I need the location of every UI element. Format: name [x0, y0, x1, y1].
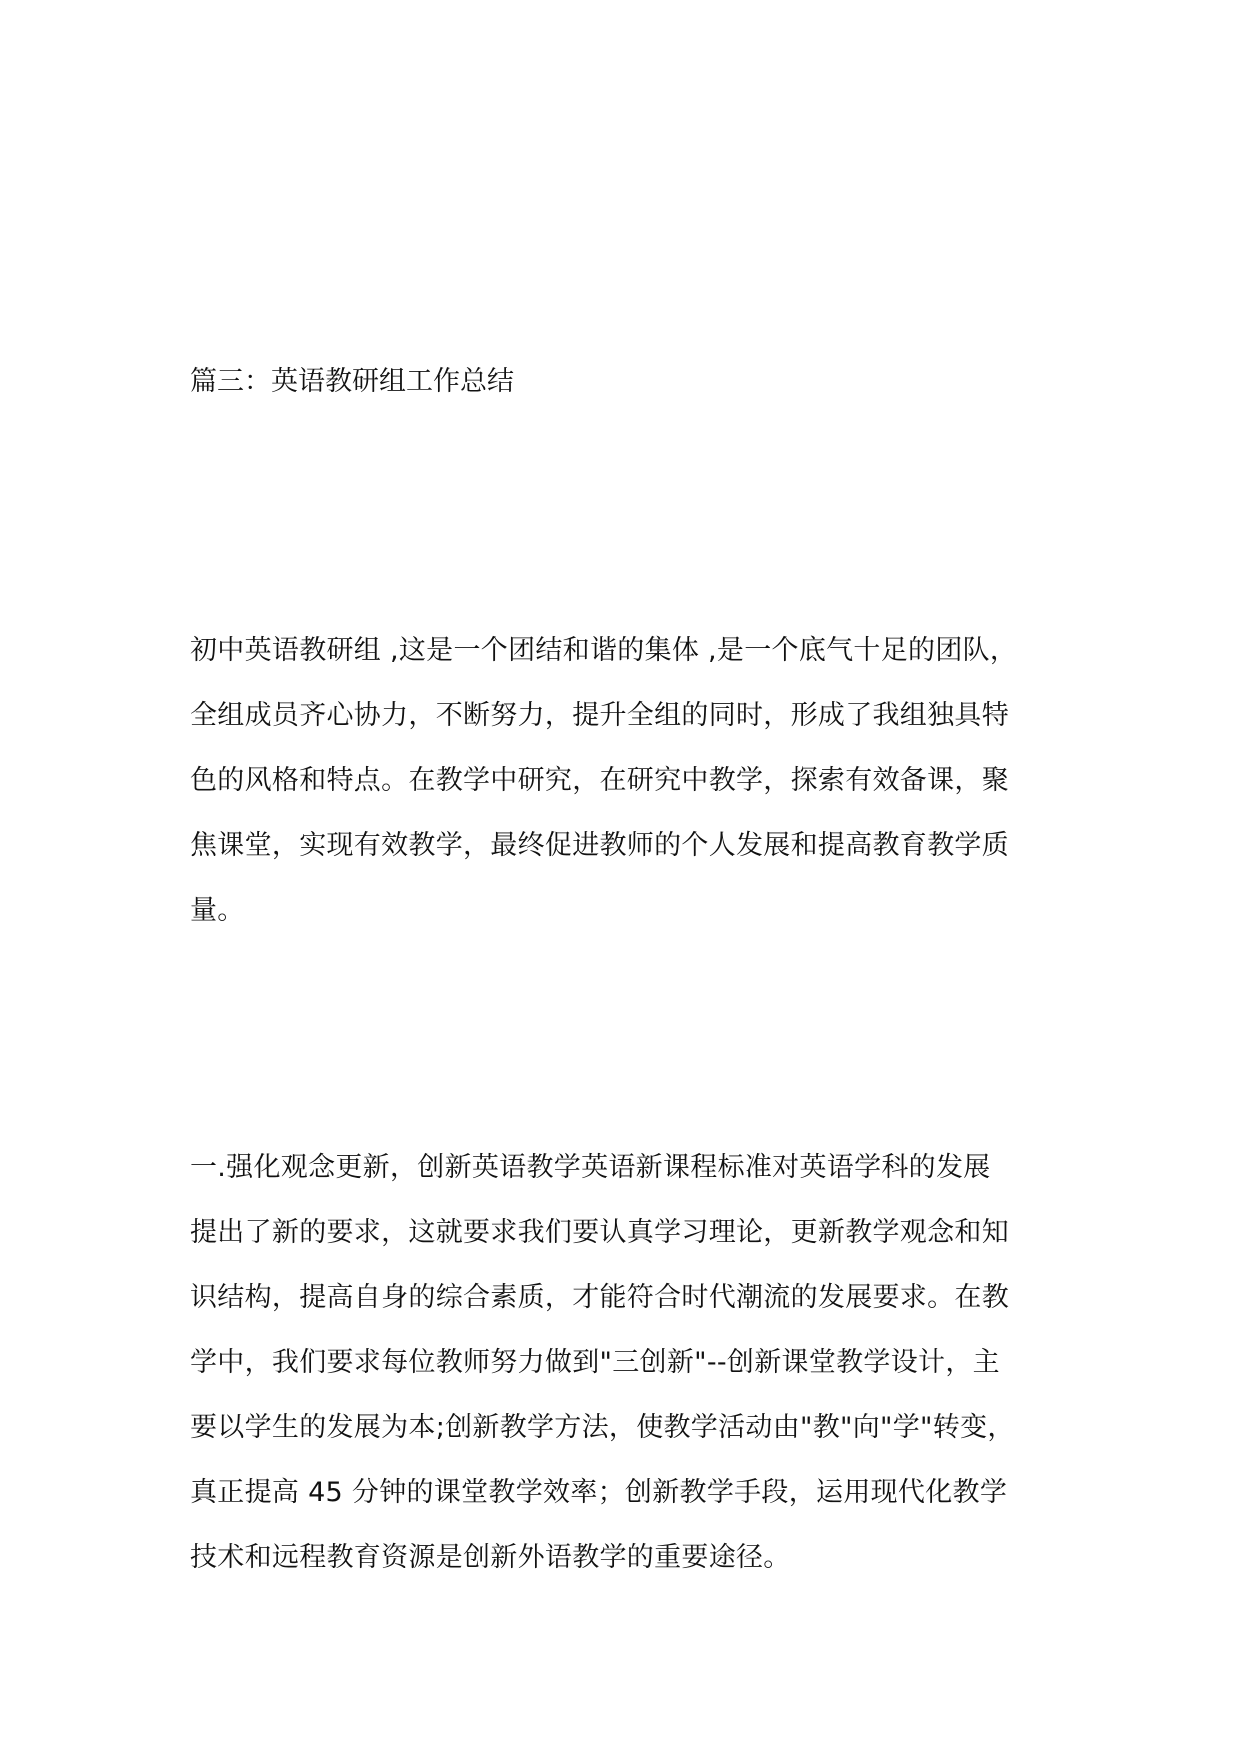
paragraph-line: 全组成员齐心协力，不断努力，提升全组的同时，形成了我组独具特 — [190, 700, 1009, 731]
paragraph-line: 初中英语教研组 ,这是一个团结和谐的集体 ,是一个底气十足的团队， — [190, 635, 1018, 666]
paragraph-line: 提出了新的要求，这就要求我们要认真学习理论，更新教学观念和知 — [190, 1217, 1009, 1248]
paragraph-line: 技术和远程教育资源是创新外语教学的重要途径。 — [190, 1542, 791, 1573]
paragraph-section-one — [190, 1135, 1070, 1590]
paragraph-intro — [190, 618, 1070, 943]
paragraph-line: 焦课堂，实现有效教学，最终促进教师的个人发展和提高教育教学质 — [190, 830, 1009, 861]
paragraph-line: 一.强化观念更新，创新英语教学英语新课程标准对英语学科的发展 — [190, 1152, 991, 1183]
paragraph-line: 色的风格和特点。在教学中研究，在研究中教学，探索有效备课，聚 — [190, 765, 1009, 796]
paragraph-line: 识结构，提高自身的综合素质，才能符合时代潮流的发展要求。在教 — [190, 1282, 1009, 1313]
paragraph-line: 学中，我们要求每位教师努力做到"三创新"--创新课堂教学设计，主 — [190, 1347, 1000, 1378]
paragraph-line: 量。 — [190, 895, 245, 926]
paragraph-line: 要以学生的发展为本;创新教学方法，使教学活动由"教"向"学"转变， — [190, 1412, 1015, 1443]
paragraph-line: 真正提高 45 分钟的课堂教学效率；创新教学手段，运用现代化教学 — [190, 1477, 1008, 1508]
section-heading: 篇三：英语教研组工作总结 — [190, 366, 514, 397]
